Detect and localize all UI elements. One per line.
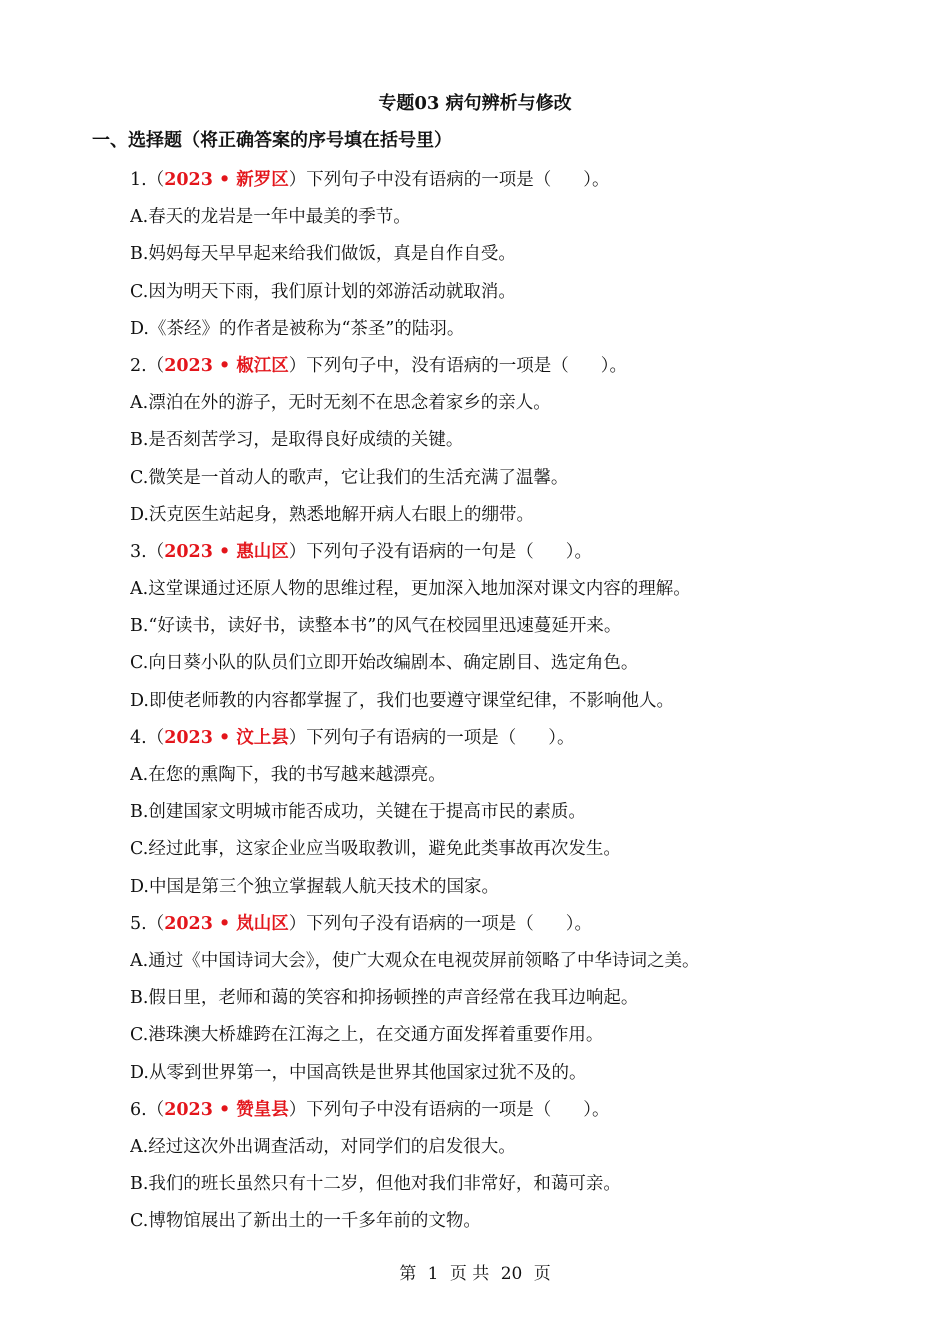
question-number: 6.: [130, 1099, 147, 1120]
answer-option: B.我们的班长虽然只有十二岁，但他对我们非常好，和蔼可亲。: [130, 1174, 621, 1195]
question-stem: [130, 1092, 910, 1129]
answer-option: B.是否刻苦学习，是取得良好成绩的关键。: [130, 430, 464, 451]
question-source-tag: 2023 • 岚山区: [164, 913, 289, 934]
footer-suffix: 页: [533, 1264, 551, 1284]
page-title: 专题03 病句辨析与修改: [378, 93, 572, 114]
tag-open-paren: （: [146, 913, 165, 934]
question-text: 下列句子中没有语病的一项是（: [306, 1099, 552, 1120]
question-number: 4.: [130, 727, 147, 748]
answer-option: A.通过《中国诗词大会》，使广大观众在电视荧屏前领略了中华诗词之美。: [130, 950, 700, 971]
question-text-end: ）。: [548, 727, 575, 748]
answer-option: A.春天的龙岩是一年中最美的季节。: [130, 207, 411, 228]
answer-option: D.《茶经》的作者是被称为“茶圣”的陆羽。: [130, 318, 465, 339]
footer-middle: 页 共: [449, 1264, 490, 1284]
tag-close-paren: ）: [288, 170, 307, 190]
question-source-tag: 2023 • 椒江区: [164, 355, 289, 376]
question-text-end: ）。: [565, 913, 593, 934]
question-stem: [130, 162, 910, 199]
answer-option: B.假日里，老师和蔼的笑容和抑扬顿挫的声音经常在我耳边响起。: [130, 988, 639, 1009]
question-list: [130, 162, 910, 1240]
question-stem: [130, 720, 910, 757]
tag-close-paren: ）: [288, 355, 307, 376]
question-text: 下列句子没有语病的一句是（: [306, 541, 534, 562]
answer-option: C.向日葵小队的队员们立即开始改编剧本、确定剧目、选定角色。: [130, 653, 639, 674]
tag-open-paren: （: [146, 1099, 165, 1120]
question-text: 下列句子中没有语病的一项是（: [306, 170, 552, 190]
answer-option: D.即使老师教的内容都掌握了，我们也要遵守课堂纪律，不影响他人。: [130, 690, 674, 711]
answer-option: B.创建国家文明城市能否成功，关键在于提高市民的素质。: [130, 802, 586, 823]
answer-option: D.沃克医生站起身，熟悉地解开病人右眼上的绷带。: [130, 504, 534, 525]
question-text-end: ）。: [565, 541, 593, 562]
question-text-end: ）。: [600, 355, 628, 376]
question-number: 3.: [130, 541, 147, 562]
question-source-tag: 2023 • 赞皇县: [164, 1099, 289, 1120]
answer-option: C.经过此事，这家企业应当吸取教训，避免此类事故再次发生。: [130, 839, 621, 860]
question-source-tag: 2023 • 惠山区: [164, 541, 289, 562]
footer-total-pages: 20: [500, 1264, 523, 1284]
answer-option: A.漂泊在外的游子，无时无刻不在思念着家乡的亲人。: [130, 393, 551, 414]
answer-option: B.妈妈每天早早起来给我们做饭，真是自作自受。: [130, 244, 516, 265]
question-text: 下列句子没有语病的一项是（: [306, 913, 534, 934]
answer-option: A.这堂课通过还原人物的思维过程，更加深入地加深对课文内容的理解。: [130, 579, 691, 600]
tag-close-paren: ）: [288, 727, 307, 748]
tag-close-paren: ）: [288, 1099, 307, 1120]
page-footer: [0, 1261, 950, 1287]
section-heading: 一、选择题（将正确答案的序号填在括号里）: [92, 130, 452, 151]
tag-close-paren: ）: [288, 541, 307, 562]
footer-page-number: 1: [427, 1264, 439, 1284]
answer-option: C.因为明天下雨，我们原计划的郊游活动就取消。: [130, 281, 516, 302]
answer-option: C.微笑是一首动人的歌声，它让我们的生活充满了温馨。: [130, 467, 569, 488]
tag-close-paren: ）: [288, 913, 307, 934]
question-number: 2.: [130, 355, 147, 376]
answer-option: D.中国是第三个独立掌握载人航天技术的国家。: [130, 876, 499, 897]
footer-prefix: 第: [399, 1264, 417, 1284]
question-text: 下列句子中，没有语病的一项是（: [306, 355, 569, 376]
question-text: 下列句子有语病的一项是（: [306, 727, 517, 748]
answer-option: B.“好读书，读好书，读整本书”的风气在校园里迅速蔓延开来。: [130, 616, 622, 637]
question-stem: [130, 906, 910, 943]
tag-open-paren: （: [146, 727, 165, 748]
question-text-end: ）。: [583, 170, 610, 190]
answer-option: A.经过这次外出调查活动，对同学们的启发很大。: [130, 1136, 516, 1157]
answer-option: D.从零到世界第一，中国高铁是世界其他国家过犹不及的。: [130, 1062, 587, 1083]
question-text-end: ）。: [583, 1099, 610, 1120]
tag-open-paren: （: [146, 541, 165, 562]
question-stem: [130, 534, 910, 571]
tag-open-paren: （: [146, 355, 165, 376]
question-number: 5.: [130, 913, 147, 934]
answer-option: A.在您的熏陶下，我的书写越来越漂亮。: [130, 765, 446, 785]
question-stem: [130, 348, 910, 385]
question-number: 1.: [130, 170, 147, 190]
question-source-tag: 2023 • 汶上县: [164, 727, 289, 748]
tag-open-paren: （: [146, 170, 165, 190]
question-source-tag: 2023 • 新罗区: [164, 170, 289, 190]
answer-option: C.港珠澳大桥雄跨在江海之上，在交通方面发挥着重要作用。: [130, 1025, 604, 1046]
answer-option: C.博物馆展出了新出土的一千多年前的文物。: [130, 1211, 481, 1232]
